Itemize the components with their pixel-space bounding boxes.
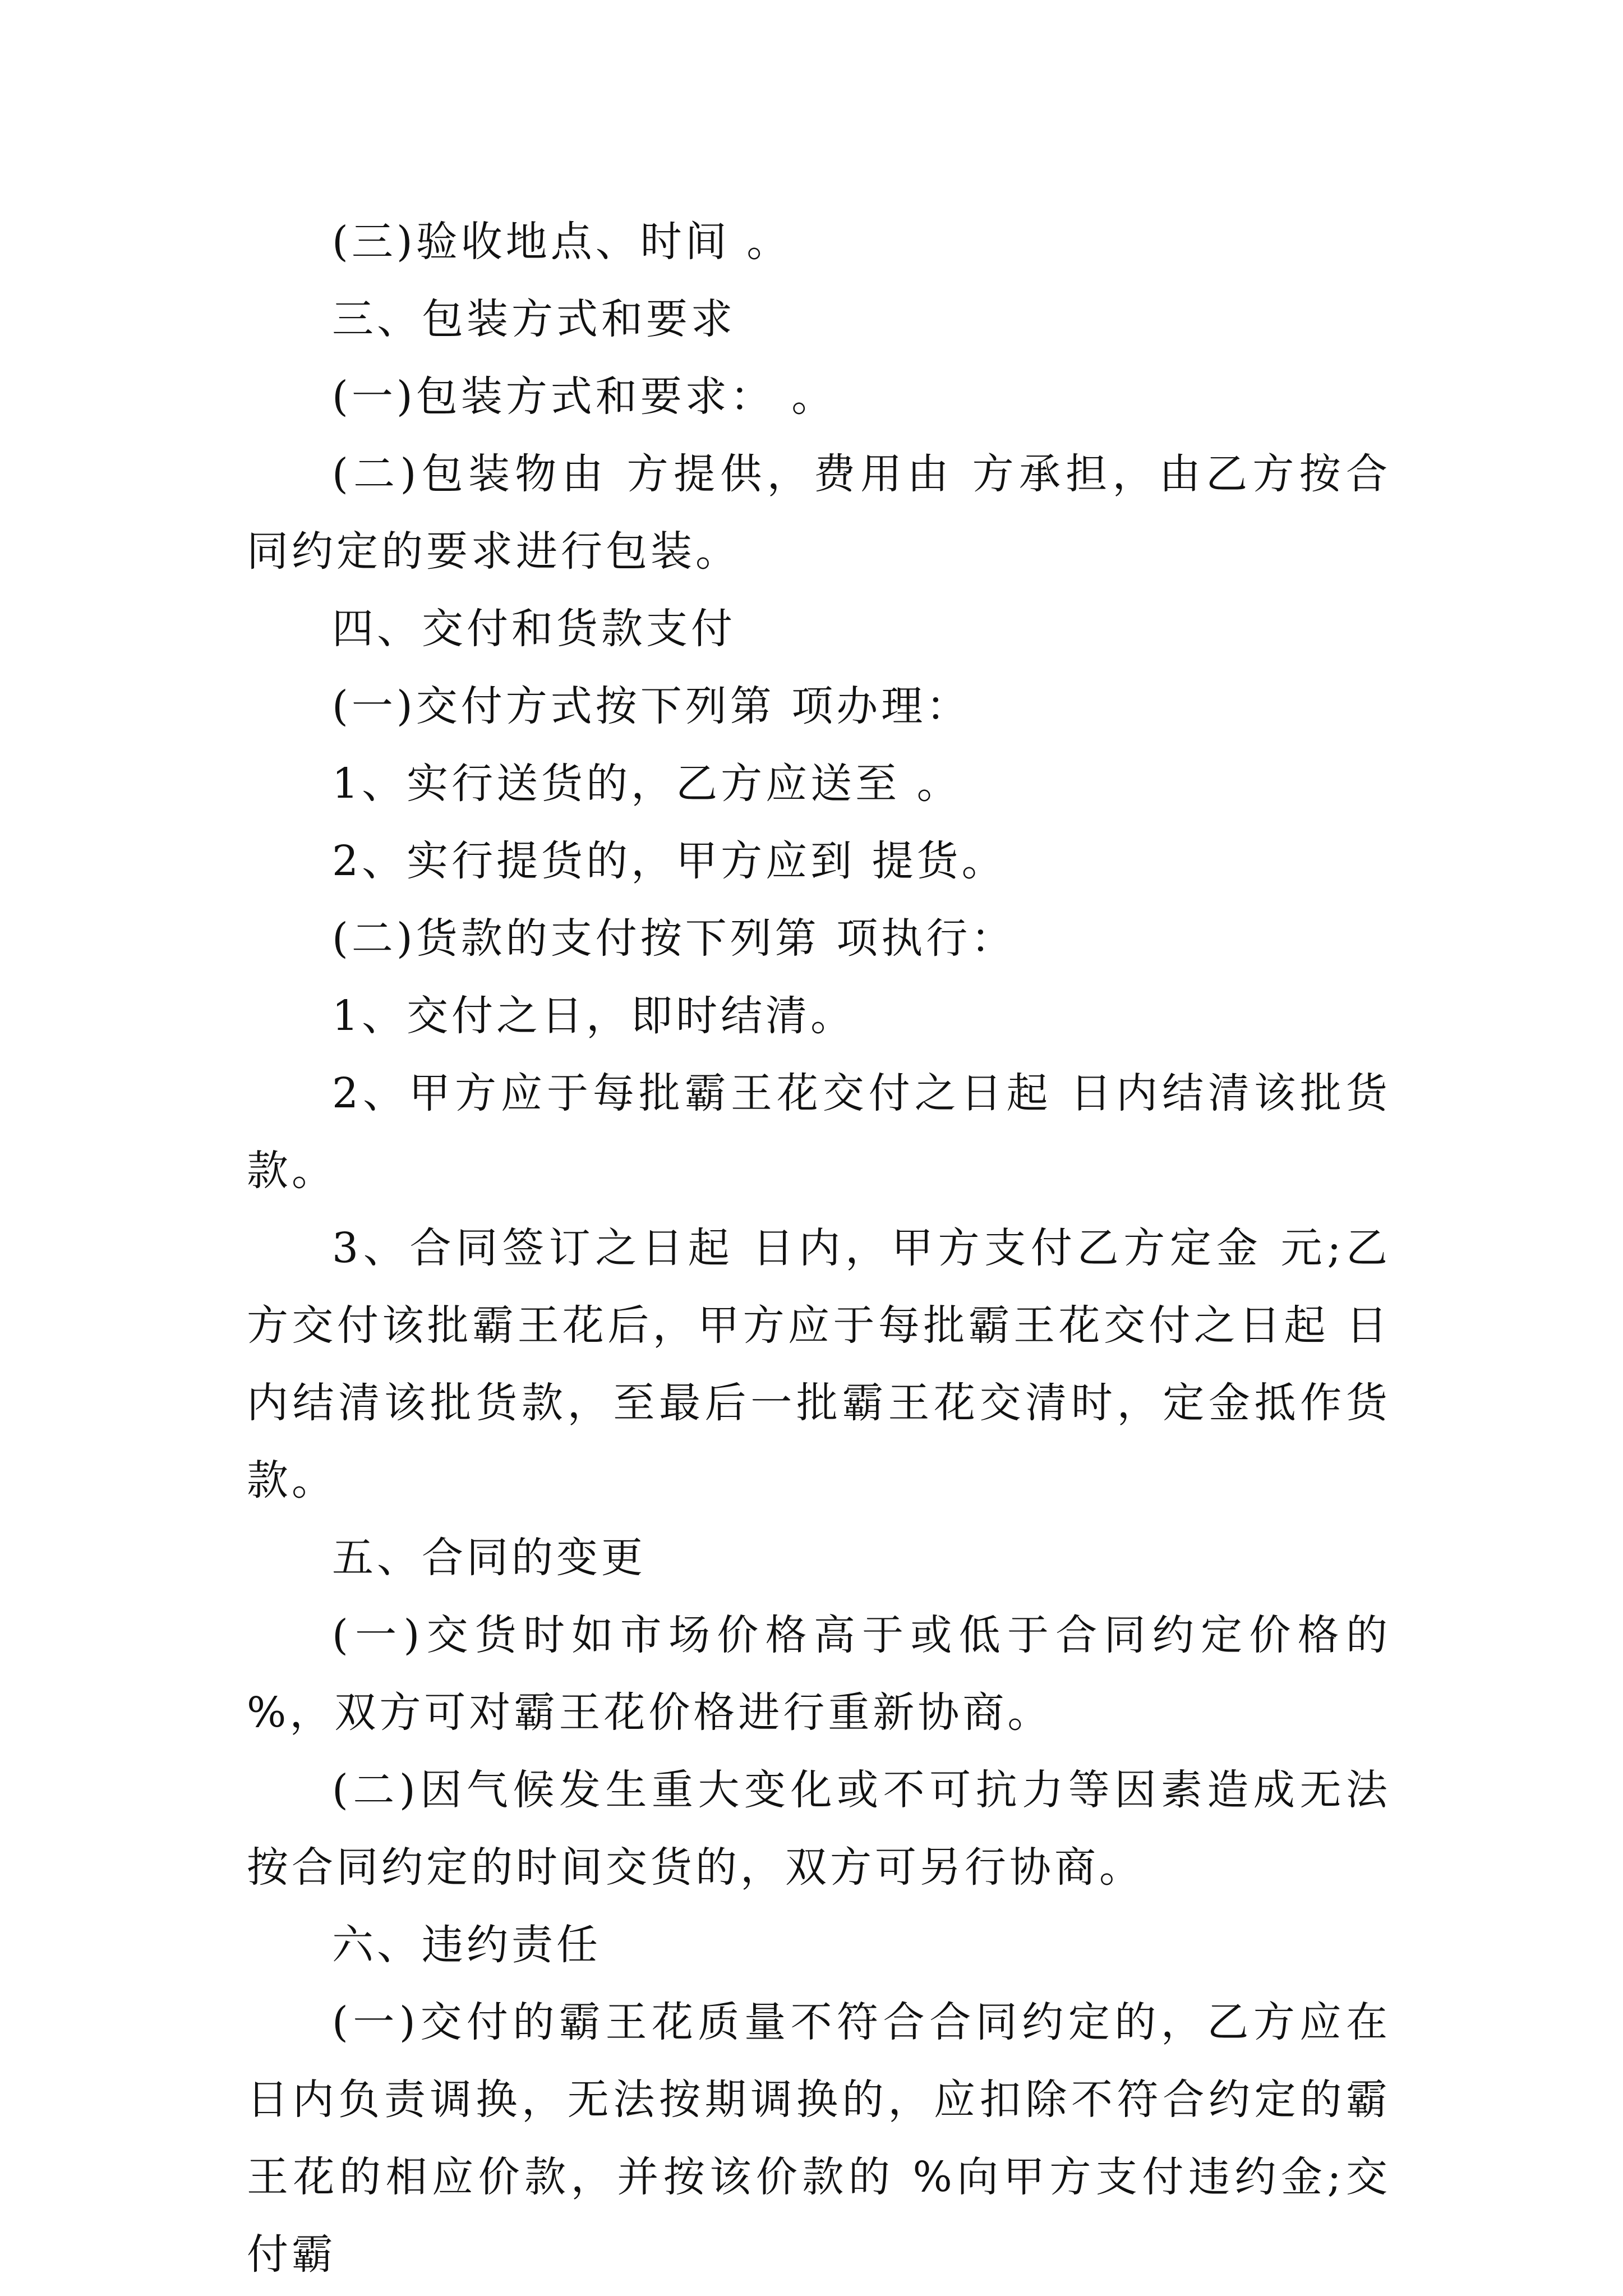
paragraph-force-majeure: (二)因气候发生重大变化或不可抗力等因素造成无法按合同约定的时间交货的，双方可另行协商。 bbox=[247, 1766, 1391, 1892]
paragraph-payment-option-3: 3、合同签订之日起 日内，甲方支付乙方定金 元;乙方交付该批霸王花后，甲方应于每批霸王花交付之日起 日内结清该批货款，至最后一批霸王花交清时，定金抵作货款。 bbox=[247, 1224, 1391, 1504]
paragraph-quality-liability: (一)交付的霸王花质量不符合合同约定的，乙方应在日内负责调换，无法按期调换的，应扣除不符合约定的霸王花的相应价款，并按该价款的 %向甲方支付违约金;交付霸 bbox=[247, 1998, 1391, 2279]
paragraph-payment-method: (二)货款的支付按下列第 项执行： bbox=[332, 914, 1016, 963]
paragraph-delivery-option-1: 1、实行送货的，乙方应送至 。 bbox=[332, 760, 962, 808]
section-heading-contract-changes: 五、合同的变更 bbox=[332, 1534, 646, 1582]
paragraph-packaging-materials: (二)包装物由 方提供，费用由 方承担，由乙方按合同约定的要求进行包装。 bbox=[247, 450, 1391, 576]
paragraph-price-change: (一)交货时如市场价格高于或低于合同约定价格的 %，双方可对霸王花价格进行重新协商。 bbox=[247, 1611, 1391, 1737]
paragraph-payment-option-2: 2、甲方应于每批霸王花交付之日起 日内结清该批货款。 bbox=[247, 1069, 1391, 1195]
section-heading-delivery-payment: 四、交付和货款支付 bbox=[332, 605, 736, 653]
paragraph-packaging-method: (一)包装方式和要求： 。 bbox=[332, 372, 837, 421]
document-body bbox=[247, 203, 1391, 2293]
section-heading-packaging: 三、包装方式和要求 bbox=[332, 295, 736, 343]
paragraph-inspection-location: (三)验收地点、时间 。 bbox=[332, 218, 792, 266]
paragraph-delivery-method: (一)交付方式按下列第 项办理： bbox=[332, 682, 971, 730]
paragraph-payment-option-1: 1、交付之日，即时结清。 bbox=[332, 992, 856, 1040]
paragraph-delivery-option-2: 2、实行提货的，甲方应到 提货。 bbox=[332, 837, 1007, 885]
section-heading-liability: 六、违约责任 bbox=[332, 1921, 601, 1969]
